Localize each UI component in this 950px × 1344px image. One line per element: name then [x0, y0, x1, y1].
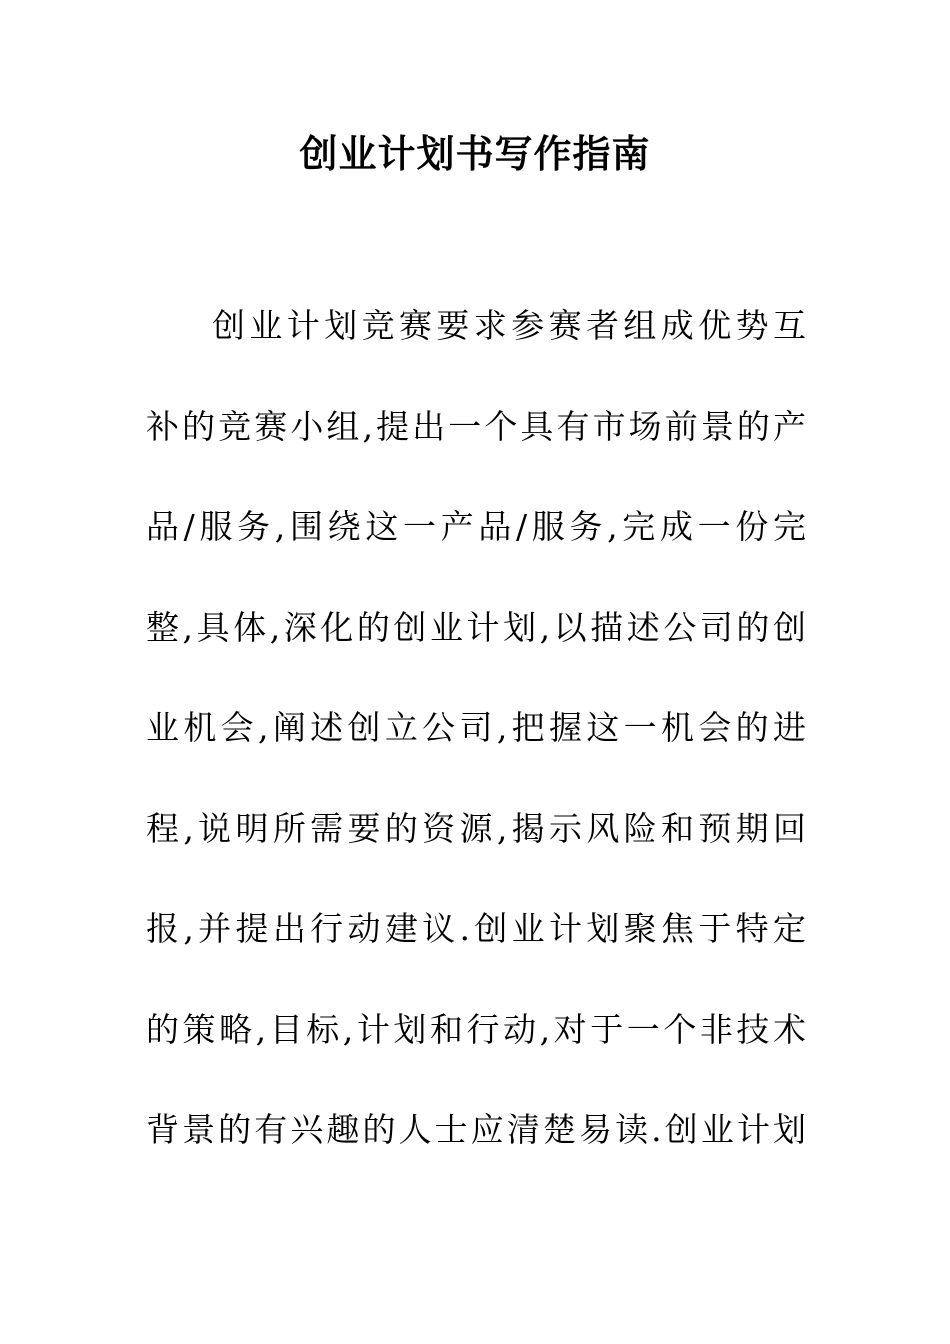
document-title: 创业计划书写作指南: [299, 132, 651, 176]
paragraph-line: 报,并提出行动建议.创业计划聚焦于特定: [146, 909, 806, 948]
paragraph-line: 背景的有兴趣的人士应清楚易读.创业计划: [146, 1110, 806, 1149]
paragraph-line: 补的竞赛小组,提出一个具有市场前景的产: [146, 406, 806, 446]
paragraph-line: 程,说明所需要的资源,揭示风险和预期回: [146, 808, 806, 848]
paragraph-line: 的策略,目标,计划和行动,对于一个非技术: [146, 1009, 806, 1049]
paragraph-line: 业机会,阐述创立公司,把握这一机会的进: [146, 708, 806, 747]
paragraph-line: 创业计划竞赛要求参赛者组成优势互: [212, 306, 806, 345]
body-paragraph: [146, 300, 806, 1205]
paragraph-line: 品/服务,围绕这一产品/服务,完成一份完: [146, 507, 806, 546]
paragraph-line: 整,具体,深化的创业计划,以描述公司的创: [146, 607, 806, 647]
